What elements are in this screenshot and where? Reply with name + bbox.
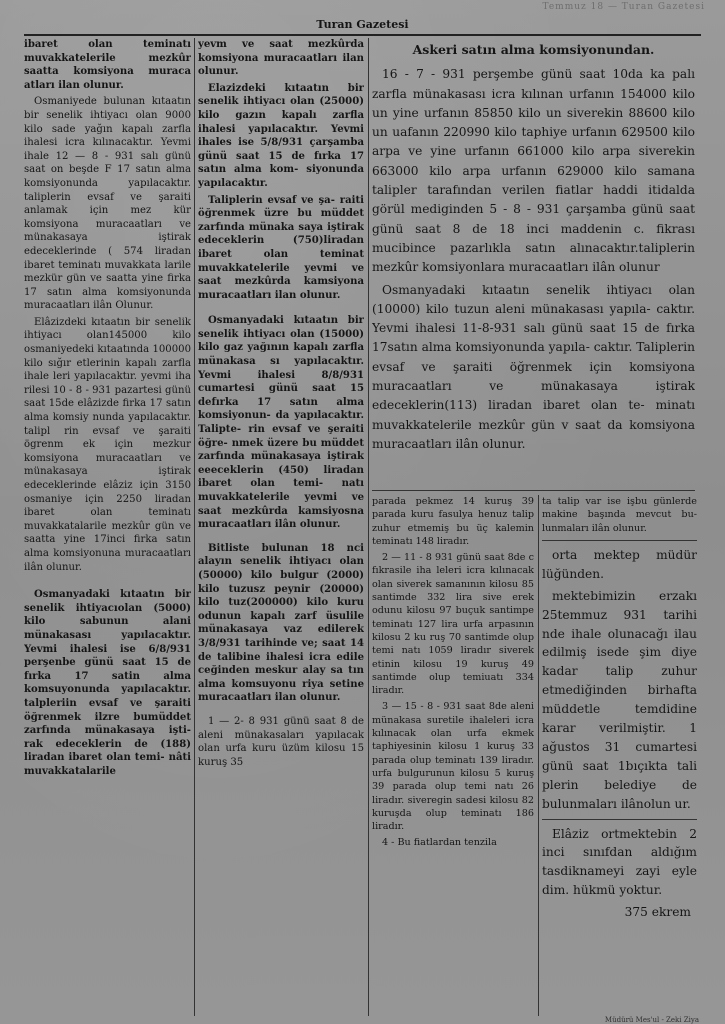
column-3 <box>372 38 695 488</box>
signature: 375 ekrem <box>624 905 691 920</box>
notice-paragraph: Osmaniyede bulunan kıtaatın bir senelik ihtiyacı olan 9000 kilo sade yağın kapalı zarfla ihalesi icra kılınacaktır. Yevmi ihale 12 — 8 - 931 salı günü saat on beşde F 17 satın alma komsiyonunda yapılacaktır. taliplerin evsaf ve şaraiti anlamak için mez kür komsiyona muracaatları ve münakasaya iştirak edeceklerinde ( 574 liradan ibaret teminatı muvakkata larile mezkür gün ve saatta yine firka 17 satın alma komsiyonunda muracaatları ilân Olunur. <box>24 96 191 312</box>
notice-paragraph: parada pekmez 14 kuruş 39 parada kuru fasulya henuz talip zuhur etmemiş bu üç kalemin teminatı 148 liradır. <box>372 496 534 547</box>
notice-paragraph: yevm ve saat mezkûrda komsiyona muracaatları ilan olunur. <box>198 39 364 78</box>
column-1 <box>24 38 191 1016</box>
notice-paragraph: ibaret olan teminatı muvakkatelerile mezkûr saatta komsiyona muraca atları ilan olunur. <box>24 39 191 91</box>
subcolumn-left <box>372 495 534 1016</box>
divider <box>542 540 697 541</box>
section-rule <box>372 490 695 491</box>
divider <box>542 819 697 820</box>
column-2 <box>198 38 364 1016</box>
newspaper-title: Turan Gazetesi <box>24 18 701 36</box>
notice-paragraph: Osmanyadaki kıtaatın senelik ihtiyacı olan (10000) kilo tuzun aleni münakasası yapıla- caktır. Yevmi ihalesi 11-8-931 salı günü saat 15 de fırka 17satın alma komsiyonunda yapıla- caktır. Taliplerin evsaf ve şaraiti öğrenmek için komsiyona muracaatları ve münakasaya iştirak edeceklerin(113) liradan ibaret olan te- minatı muvakkatelerile mezkûr gün v saat da komsiyona muracaatları ilân olunur. <box>372 282 695 451</box>
top-right-note: Temmuz 18 — Turan Gazetesi <box>542 2 705 12</box>
notice-paragraph: Osmanyadaki kıtaatın bir senelik ihtiyacı olan (15000) kilo gaz yağının kapalı zarfla münakasa sı yapılacaktır. Yevmi ihalesi 8/8/931 cumartesi günü saat 15 defırka 17 satın alma komsiyonun- da yapılacaktır. Talipte- rin evsaf ve şeraiti öğre- nmek üzere bu müddet zarfında münakasaya iştirak eeeceklerin (450) liradan ibaret olan temi- natı muvakkatelerile yevmi ve saat mezkûrda kamsiyosna muracaatları ilân olunur. <box>198 315 364 531</box>
notice-paragraph: Osmanyadaki kıtaatın bir senelik ihtiyacıolan (5000) kilo sabunun alani münakasası yapılacaktır. Yevmi ihalesi ise 6/8/931 perşenbe günü saat 15 de fırka 17 satin alma komsuyonunda yapılacaktır. talpleriin evsaf ve şaraiti öğrenmek ilzre bumüddet zarfında münakasaya işti- rak edeceklerin de (188) liradan ibaret olan temi- nâti muvakkatalarile <box>24 589 191 777</box>
notice-paragraph: Elâzizdeki kıtaatın bir senelik ihtiyacı olan145000 kilo osmaniyedeki kıtaatında 100000 kilo sığır etlerinin kapalı zarfla ihale leri yapılacaktır. yevmi iha rilesi 10 - 8 - 931 pazartesi günü saat 15de elâzizde firka 17 satın alma komsiy nunda yapılacaktır. talipl rin evsaf ve şaraiti ögrenm ek için mezkur komsiyona muracaatları ve münakasaya iştirak edeceklerinde elâziz için 3150 osmaniye için 2250 liradan ibaret olan teminatı muvakkatalarile mezkûr gün ve saatta yine 17inci firka satın alma komsiyonuna muracaatları ilân olunur. <box>24 316 191 573</box>
notice-paragraph: 16 - 7 - 931 perşembe günü saat 10da ka palı zarfla münakasası icra kılınan urfanın 154000 kilo un yine urfanın 85850 kilo un siverekin 88600 kilo un uafanın 220990 kilo taphiye urfanın 629500 kilo arpa ve yine urfanın 661000 kilo arpa siverekin 663000 kilo arpa urfanın 629000 kilo samana talipler tarafından verilen fiatlar haddi itidalda görül mediginden 5 - 8 - 931 çarşamba günü saat günü saat 8 de 18 inci maddenin c. fikrası mucibince pazarlıkla satın alınacaktır.taliplerin mezkûr komsiyonlara muracaatları ilân olunur <box>372 67 695 275</box>
notice-paragraph: mektebimizin erzakı 25temmuz 931 tarihi nde ihale olunacağı ilau edilmiş isede şim diye kadar talip zuhur etmediğinden birhafta müddetle temdidine karar verilmiştir. 1 ağustos 31 cumartesi günü saat 1bıçıkta tali plerin belediye de bulunmaları ilânolun ur. <box>542 588 697 811</box>
notice-paragraph: Bitliste bulunan 18 nci alayın senelik ihtiyacı olan (50000) kilo bulgur (2000) kilo tuzusz peynir (20000) kilo tuz(200000) kilo kuru odunun kapalı zarf üsulile münakasaya vaz edilerek 3/8/931 tarihinde ve; saat 14 de talibine ihalesi icra edile ceğinden meskur alay sa tın alma komsuyonu riya setine muracaatları ilan olunur. <box>198 542 364 704</box>
notice-heading: orta mektep müdür lüğünden. <box>542 547 697 581</box>
notice-paragraph: Elâziz ortmektebin 2 inci sınıfdan aldığım tasdiknameyi zayi eyle dim. hükmü yoktur. <box>542 826 697 898</box>
column-rule <box>538 495 539 1016</box>
notice-paragraph: 3 — 15 - 8 - 931 saat 8de aleni münakasa suretile ihaleleri icra kılınacak olan urfa ekmek taphiyesinin kilosu 1 kuruş 33 parada olup teminatı 139 liradır. urfa bulgurunun kilosu 5 kuruş 39 parada olup temi natı 26 liradır. siveregin sadesi kilosu 82 kuruşda olup teminatı 186 liradır. <box>372 701 534 833</box>
notice-paragraph: Taliplerin evsaf ve şa- raiti öğrenmek üzre bu müddet zarfında münaka saya iştirak edeceklerin (750)liradan ibaret olan teminat muvakkatelerile yevmi ve saat mezkûrda kamsiyona muracaatları ilan olunur. <box>198 194 364 301</box>
column-rule <box>194 38 195 1016</box>
column-rule <box>368 38 369 1016</box>
notice-paragraph: 2 — 11 - 8 931 günü saat 8de c fıkrasile iha leleri icra kılınacak olan siverek samanının kilosu 85 santimde 332 lira sive erek odunu kilosu 97 buçuk santimpe teminatı 127 lira urfa arpasının kilosu 2 ku ruş 70 santimde olup temi natı 1059 liradır siverek etinin kilosu 19 kuruş 49 santimde olup temiuatı 334 liradır. <box>372 552 534 697</box>
notice-paragraph: ta talip var ise işbu günlerde makine başında mevcut bu- lunmaları ilân olunur. <box>542 496 697 534</box>
notice-paragraph: Elazizdeki kıtaatın bir senelik ihtiyacı olan (25000) kilo gazın kapalı zarfla ihalesi yapılacaktır. Yevmi ihales ise 5/8/931 çarşamba günü saat 15 de fırka 17 satın alma kom- siyonunda yapılacaktır. <box>198 82 364 189</box>
subcolumn-right <box>542 495 697 1016</box>
footer-credit: Müdürü Mes'ul - Zeki Ziya <box>604 1016 699 1024</box>
notice-paragraph: 1 — 2- 8 931 günü saat 8 de aleni münakasaları yapılacak olan urfa kuru üzüm kilosu 15 kuruş 35 <box>198 715 364 768</box>
notice-headline: Askeri satın alma komsiyonundan. <box>412 42 655 57</box>
notice-paragraph: 4 - Bu fiatlardan tenzila <box>382 837 497 849</box>
